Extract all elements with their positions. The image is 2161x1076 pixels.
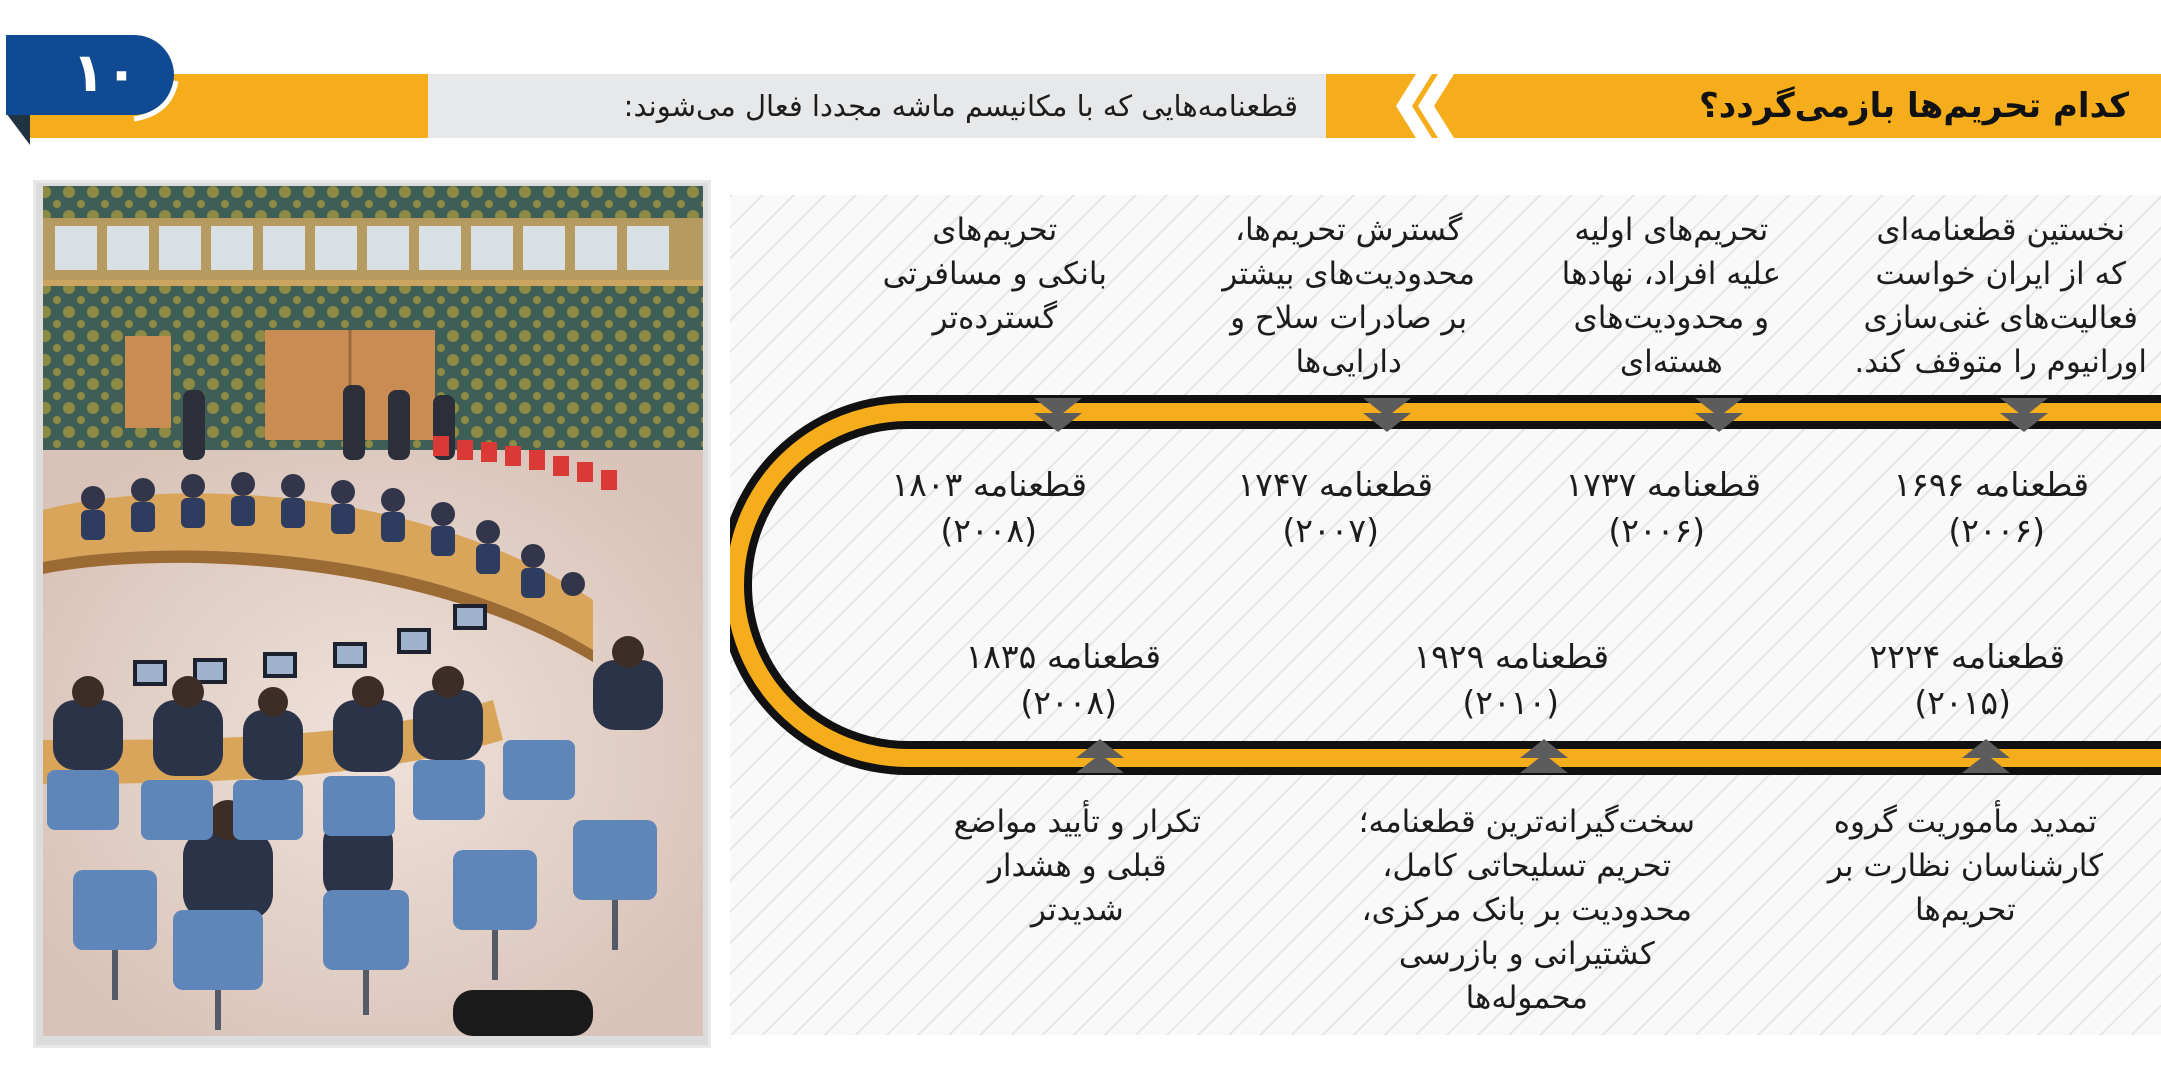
timeline-item-2224-year: (۲۰۱۵) bbox=[1914, 683, 2011, 722]
security-council-photo bbox=[33, 180, 711, 1048]
timeline-item-1929-title: قطعنامه ۱۹۲۹ bbox=[1413, 637, 1609, 676]
timeline-item-1803-title: قطعنامه ۱۸۰۳ bbox=[891, 465, 1087, 504]
timeline-item-1737-title: قطعنامه ۱۷۳۷ bbox=[1565, 465, 1761, 504]
timeline-item-2224-title: قطعنامه ۲۲۲۴ bbox=[1869, 637, 2065, 676]
timeline-item-1696-title: قطعنامه ۱۶۹۶ bbox=[1893, 465, 2089, 504]
subtitle: قطعنامه‌هایی که با مکانیسم ماشه مجددا فعال می‌شوند: bbox=[623, 89, 1298, 123]
timeline-item-1929-year: (۲۰۱۰) bbox=[1462, 683, 1559, 722]
timeline-item-1737-description: تحریم‌های اولیه علیه افراد، نهادها و محدودیت‌های هسته‌ای bbox=[1561, 212, 1781, 380]
timeline-item-1803-description: تحریم‌های بانکی و مسافرتی گسترده‌تر bbox=[882, 212, 1107, 336]
timeline-item-1747-title: قطعنامه ۱۷۴۷ bbox=[1237, 465, 1433, 504]
subtitle-panel bbox=[428, 74, 1326, 138]
timeline-item-1696-year: (۲۰۰۶) bbox=[1948, 511, 2045, 550]
timeline-item-1747-year: (۲۰۰۷) bbox=[1282, 511, 1379, 550]
timeline-item-1696-description: نخستین قطعنامه‌ای که از ایران خواست فعالیت‌های غنی‌سازی اورانیوم را متوقف کند. bbox=[1854, 212, 2147, 380]
page-number: ۱۰ bbox=[72, 41, 138, 104]
timeline-item-1929-description: سخت‌گیرانه‌ترین قطعنامه؛ تحریم تسلیحاتی کامل، محدودیت بر بانک مرکزی، کشتیرانی و بازرسی محموله‌ها bbox=[1358, 804, 1695, 1016]
chevron-left-icon bbox=[1390, 74, 1458, 138]
timeline-item-1835-title: قطعنامه ۱۸۳۵ bbox=[965, 637, 1161, 676]
page-title: کدام تحریم‌ها بازمی‌گردد؟ bbox=[1699, 86, 2129, 126]
timeline-item-1737-year: (۲۰۰۶) bbox=[1608, 511, 1705, 550]
timeline-item-1835-year: (۲۰۰۸) bbox=[1020, 683, 1117, 722]
timeline-item-1747-description: گسترش تحریم‌ها، محدودیت‌های بیشتر بر صادرات سلاح و دارایی‌ها bbox=[1222, 212, 1475, 380]
timeline-item-1803-year: (۲۰۰۸) bbox=[940, 511, 1037, 550]
timeline-item-1835-description: تکرار و تأیید مواضع قبلی و هشدار شدیدتر bbox=[953, 804, 1201, 928]
timeline-item-2224-description: تمدید مأموریت گروه کارشناسان نظارت بر تحریم‌ها bbox=[1827, 804, 2103, 928]
